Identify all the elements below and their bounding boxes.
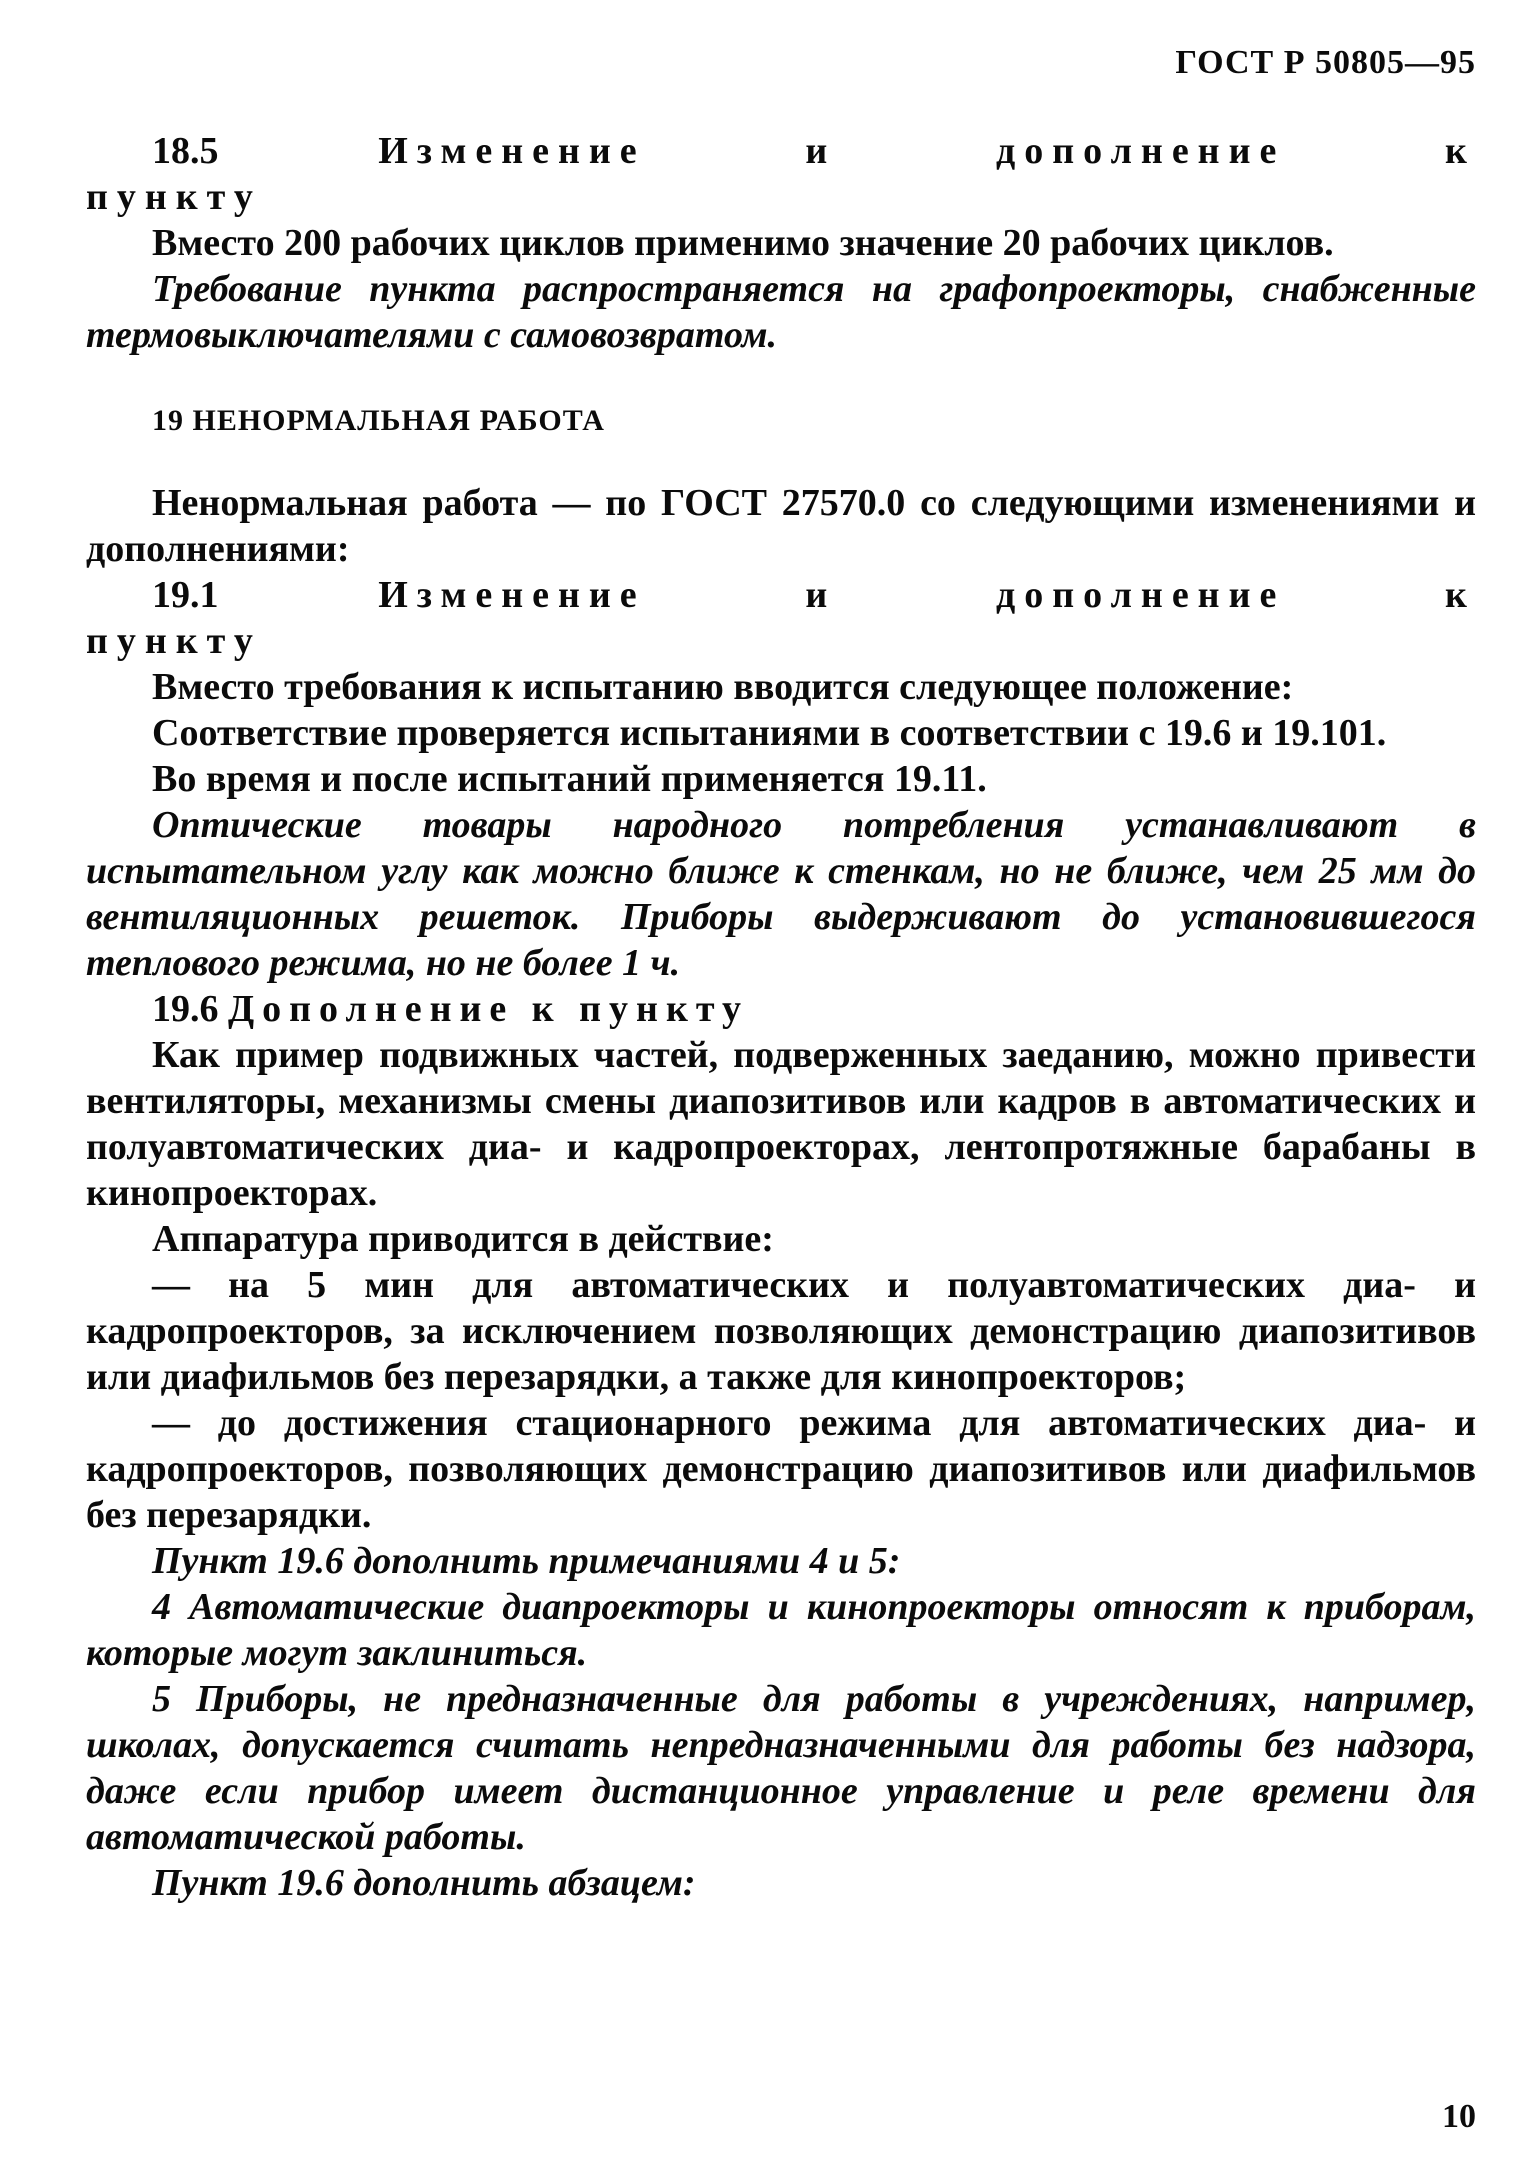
clause-19-6-heading [86, 986, 1476, 1032]
italic-paragraph: Пункт 19.6 дополнить примечаниями 4 и 5: [152, 1540, 901, 1582]
note-4: 4 Автоматические диапроекторы и кинопроекторы относят к приборам, которые могут заклиниться. [86, 1586, 1476, 1674]
clause-19-1-heading-cont: пункту [86, 620, 262, 662]
paragraph: Вместо требования к испытанию вводится следующее положение: [152, 666, 1294, 708]
page-number: 10 [1442, 2098, 1476, 2135]
page-content [86, 128, 1476, 1906]
paragraph: Как пример подвижных частей, подверженных заеданию, можно привести вентиляторы, механизмы смены диапозитивов или кадров в автоматических и полуавтоматических диа- и кадропроекторах, лентопротяжные барабаны в кинопроекторах. [86, 1034, 1476, 1214]
clause-19-1-heading [86, 572, 1476, 618]
heading-word: и [805, 574, 837, 616]
section-title: 19 НЕНОРМАЛЬНАЯ РАБОТА [152, 404, 605, 437]
heading-word: и [805, 130, 837, 172]
clause-number: 18.5 [152, 130, 219, 172]
list-item: — на 5 мин для автоматических и полуавтоматических диа- и кадропроекторов, за исключением позволяющих демонстрацию диапозитивов или диафильмов без перезарядки, а также для кинопроекторов; [86, 1264, 1476, 1398]
paragraph: Соответствие проверяется испытаниями в соответствии с 19.6 и 19.101. [152, 712, 1387, 754]
heading-word: к [1445, 130, 1476, 172]
heading-text: Дополнение к пункту [228, 988, 750, 1030]
italic-paragraph: Пункт 19.6 дополнить абзацем: [152, 1862, 696, 1904]
clause-number: 19.6 [152, 988, 219, 1030]
clause-18-5-heading [86, 128, 1476, 174]
heading-word: Изменение [378, 130, 646, 172]
document-page [86, 40, 1476, 2140]
heading-word: дополнение [995, 574, 1286, 616]
heading-word: Изменение [378, 574, 646, 616]
document-code: ГОСТ Р 50805—95 [1175, 44, 1476, 81]
paragraph: Вместо 200 рабочих циклов применимо значение 20 рабочих циклов. [152, 222, 1334, 264]
paragraph: Аппаратура приводится в действие: [152, 1218, 774, 1260]
italic-paragraph: Оптические товары народного потребления устанавливают в испытательном углу как можно ближе к стенкам, но не ближе, чем 25 мм до вентиляционных решеток. Приборы выдерживают до установившегося теплового режима, но не более 1 ч. [86, 804, 1476, 984]
clause-number: 19.1 [152, 574, 219, 616]
heading-word: к [1445, 574, 1476, 616]
italic-paragraph: Требование пункта распространяется на графопроекторы, снабженные термовыключателями с самовозвратом. [86, 268, 1476, 356]
clause-18-5-heading-cont: пункту [86, 176, 262, 218]
heading-word: дополнение [995, 130, 1286, 172]
paragraph: Во время и после испытаний применяется 19.11. [152, 758, 987, 800]
list-item: — до достижения стационарного режима для автоматических диа- и кадропроекторов, позволяющих демонстрацию диапозитивов или диафильмов без перезарядки. [86, 1402, 1476, 1536]
paragraph: Ненормальная работа — по ГОСТ 27570.0 со следующими изменениями и дополнениями: [86, 482, 1476, 570]
note-5: 5 Приборы, не предназначенные для работы в учреждениях, например, школах, допускается считать непредназначенными для работы без надзора, даже если прибор имеет дистанционное управление и реле времени для автоматической работы. [86, 1678, 1476, 1858]
